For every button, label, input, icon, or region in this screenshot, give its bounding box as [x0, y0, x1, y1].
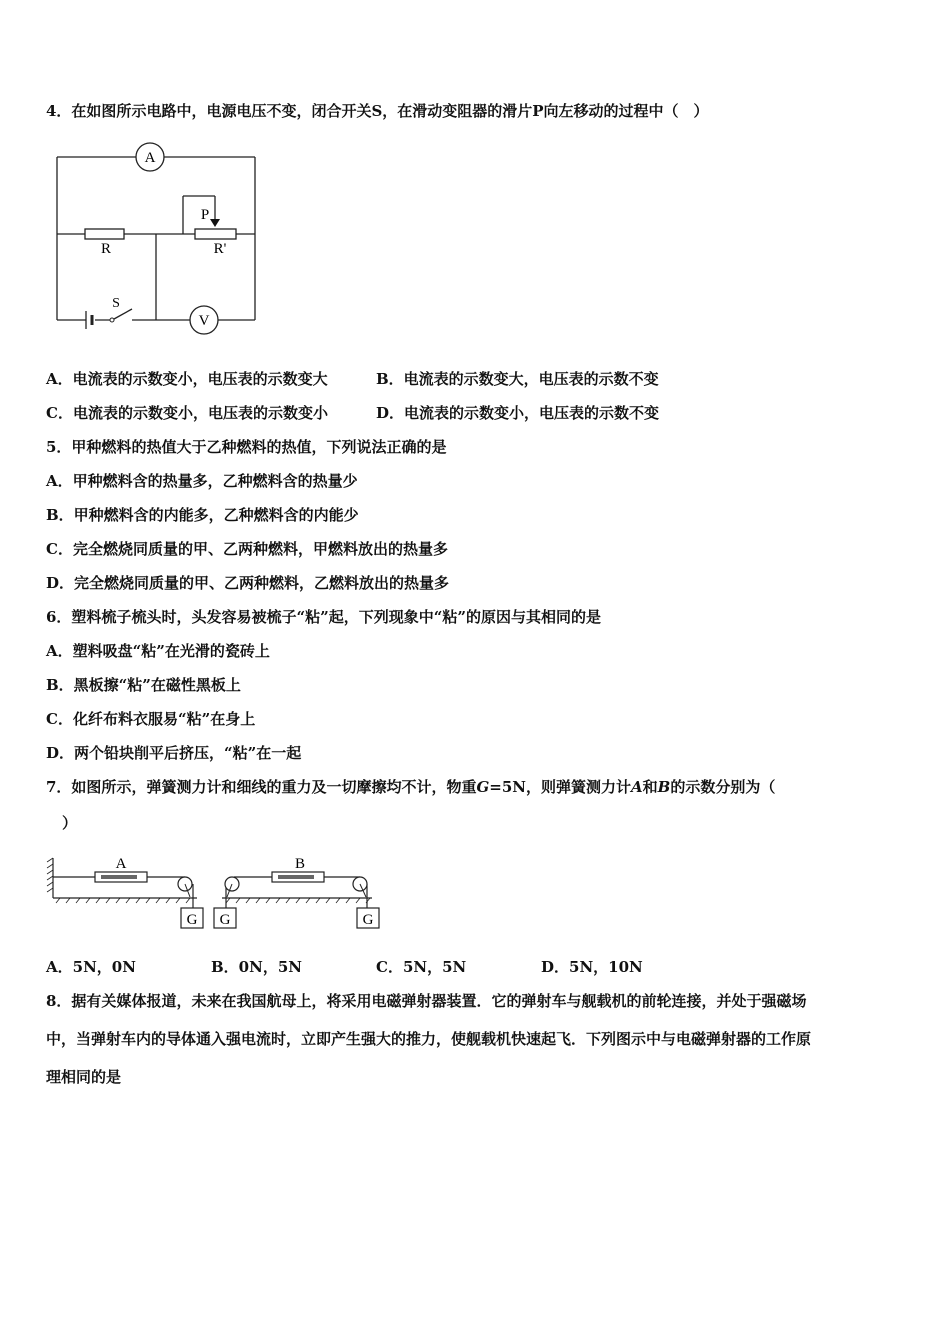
q7-option-c: C．5N，5N [376, 958, 467, 976]
q7-stem-a: A [630, 778, 643, 796]
q4-option-d: D．电流表的示数变小，电压表的示数不变 [376, 404, 660, 422]
q8-line-2: 中，当弹射车内的导体通入强电流时，立即产生强大的推力，使舰载机快速起飞．下列图示中与电磁弹射器的工作原 [46, 1030, 812, 1048]
q5-option-c: C．完全燃烧同质量的甲、乙两种燃料，甲燃料放出的热量多 [46, 540, 448, 558]
weight-g-2 [214, 908, 236, 928]
voltmeter-label: V [198, 313, 210, 329]
weight-g-3-label: G [362, 912, 374, 928]
q6-option-b: B．黑板擦“粘”在磁性黑板上 [46, 676, 241, 694]
q7-stem-part3: 和 [642, 778, 658, 796]
q7-stem-part2: =5N，则弹簧测力计 [489, 778, 631, 796]
q7-option-a: A．5N，0N [46, 958, 136, 976]
q6-stem: 6．塑料梳子梳头时，头发容易被梳子“粘”起，下列现象中“粘”的原因与其相同的是 [46, 608, 601, 626]
q6-option-d: D．两个铅块削平后挤压，“粘”在一起 [46, 744, 302, 762]
q4-option-b: B．电流表的示数变大，电压表的示数不变 [376, 370, 659, 388]
q5-option-a: A．甲种燃料含的热量多，乙种燃料含的热量少 [46, 472, 358, 490]
q4-option-a: A．电流表的示数变小，电压表的示数变大 [46, 370, 328, 388]
weight-g-1-label: G [186, 912, 198, 928]
q7-stem-g: G [476, 778, 490, 796]
q7-stem-b: B [657, 778, 671, 796]
scale-b-label: B [294, 856, 306, 872]
q7-stem-part1: 7．如图所示，弹簧测力计和细线的重力及一切摩擦均不计，物重 [46, 778, 477, 796]
q6-option-a: A．塑料吸盘“粘”在光滑的瓷砖上 [46, 642, 270, 660]
q5-option-b: B．甲种燃料含的内能多，乙种燃料含的内能少 [46, 506, 359, 524]
q8-line-1: 8．据有关媒体报道，未来在我国航母上，将采用电磁弹射器装置．它的弹射车与舰载机的前轮连接，并处于强磁场 [46, 992, 807, 1010]
q6-option-c: C．化纤布料衣服易“粘”在身上 [46, 710, 256, 728]
rheostat-label: R' [213, 241, 227, 257]
q5-option-d: D．完全燃烧同质量的甲、乙两种燃料，乙燃料放出的热量多 [46, 574, 450, 592]
weight-g-1 [181, 908, 203, 928]
q4-option-c: C．电流表的示数变小，电压表的示数变小 [46, 404, 328, 422]
resistor-r-label: R [100, 241, 112, 257]
weight-g-3 [357, 908, 379, 928]
q8-line-3: 理相同的是 [46, 1068, 122, 1086]
switch-label: S [112, 296, 120, 311]
q4-stem: 4．在如图所示电路中，电源电压不变，闭合开关S，在滑动变阻器的滑片P向左移动的过程中（ ） [46, 102, 709, 120]
q7-stem-part4: 的示数分别为（ [670, 778, 776, 796]
spring-scale-b [272, 856, 324, 882]
slider-p-label: P [200, 207, 210, 223]
q7-stem-close: ） [62, 814, 78, 832]
q5-stem: 5．甲种燃料的热值大于乙种燃料的热值，下列说法正确的是 [46, 438, 447, 456]
spring-scale-a [95, 856, 147, 882]
weight-g-2-label: G [219, 912, 231, 928]
q7-option-b: B．0N，5N [211, 958, 302, 976]
scale-a-label: A [115, 856, 127, 872]
ammeter-label: A [144, 150, 156, 166]
q7-option-d: D．5N，10N [541, 958, 643, 976]
